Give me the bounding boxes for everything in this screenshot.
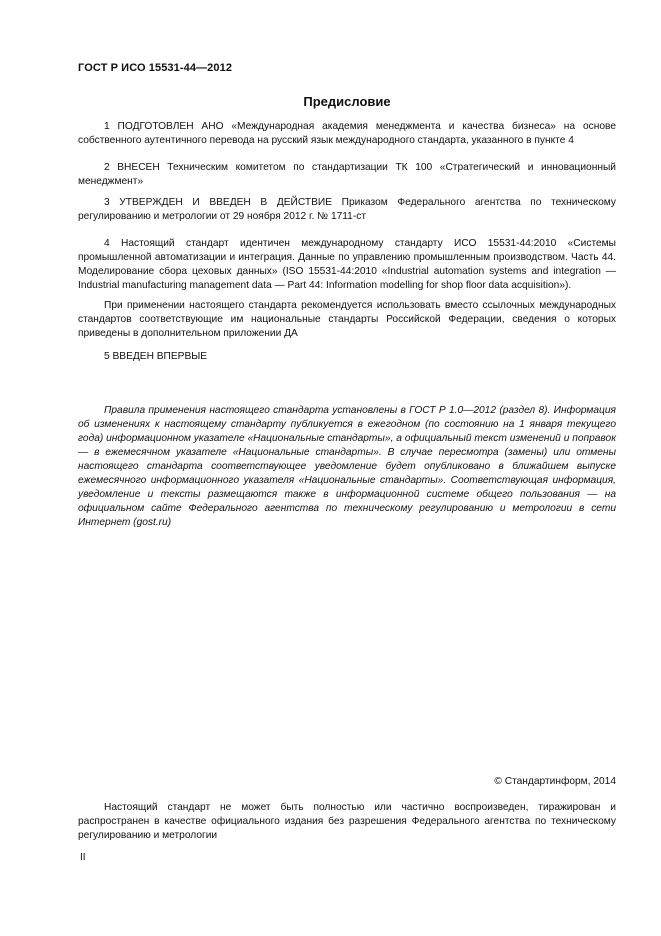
page-number: II bbox=[80, 852, 86, 863]
document-header-code: ГОСТ Р ИСО 15531-44—2012 bbox=[78, 62, 233, 74]
rules-notice: Правила применения настоящего стандарта установлены в ГОСТ Р 1.0—2012 (раздел 8). Информация об изменениях к настоящему стандарту публикуется в ежегодном (по состоянию на 1 января текущего года) информационном указателе «Национальные стандарты», а официальный текст изменений и поправок — в ежемесячном указателе «Национальные стандарты». В случае пересмотра (замены) или отмены настоящего стандарта соответствующее уведомление будет опубликовано в ближайшем выпуске ежемесячного информационного указателя «Национальные стандарты». Соответствующая информация, уведомление и тексты размещаются также в информационной системе общего пользования — на официальном сайте Федерального агентства по техническому регулированию и метрологии в сети Интернет (gost.ru) bbox=[78, 405, 616, 528]
foreword-item-1: 1 ПОДГОТОВЛЕН АНО «Международная академия менеджмента и качества бизнеса» на основе собственного аутентичного перевода на русский язык международного стандарта, указанного в пункте 4 bbox=[78, 121, 616, 146]
foreword-item-4-note: При применении настоящего стандарта рекомендуется использовать вместо ссылочных международных стандартов соответствующие им национальные стандарты Российской Федерации, сведения о которых приведены в дополнительном приложении ДА bbox=[78, 300, 616, 339]
section-title-foreword: Предисловие bbox=[303, 94, 391, 109]
foreword-item-4: 4 Настоящий стандарт идентичен международному стандарту ИСО 15531-44:2010 «Системы промышленной автоматизации и интеграция. Данные по управлению промышленным производством. Часть 44. Моделирование сбора цеховых данных» (ISO 15531-44:2010 «Industrial automation systems and integration — Industrial manufacturing management data — Part 44: Information modelling for shop floor data acquisition»). bbox=[78, 238, 616, 291]
foreword-item-3: 3 УТВЕРЖДЕН И ВВЕДЕН В ДЕЙСТВИЕ Приказом Федерального агентства по техническому регулированию и метрологии от 29 ноября 2012 г. № 1711-ст bbox=[78, 197, 616, 222]
copyright-line: © Стандартинформ, 2014 bbox=[494, 776, 616, 787]
reproduction-notice: Настоящий стандарт не может быть полностью или частично воспроизведен, тиражирован и распространен в качестве официального издания без разрешения Федерального агентства по техническому регулированию и метрологии bbox=[78, 802, 616, 841]
foreword-item-2: 2 ВНЕСЕН Техническим комитетом по стандартизации ТК 100 «Стратегический и инновационный менеджмент» bbox=[78, 162, 616, 187]
foreword-item-5: 5 ВВЕДЕН ВПЕРВЫЕ bbox=[104, 351, 208, 362]
